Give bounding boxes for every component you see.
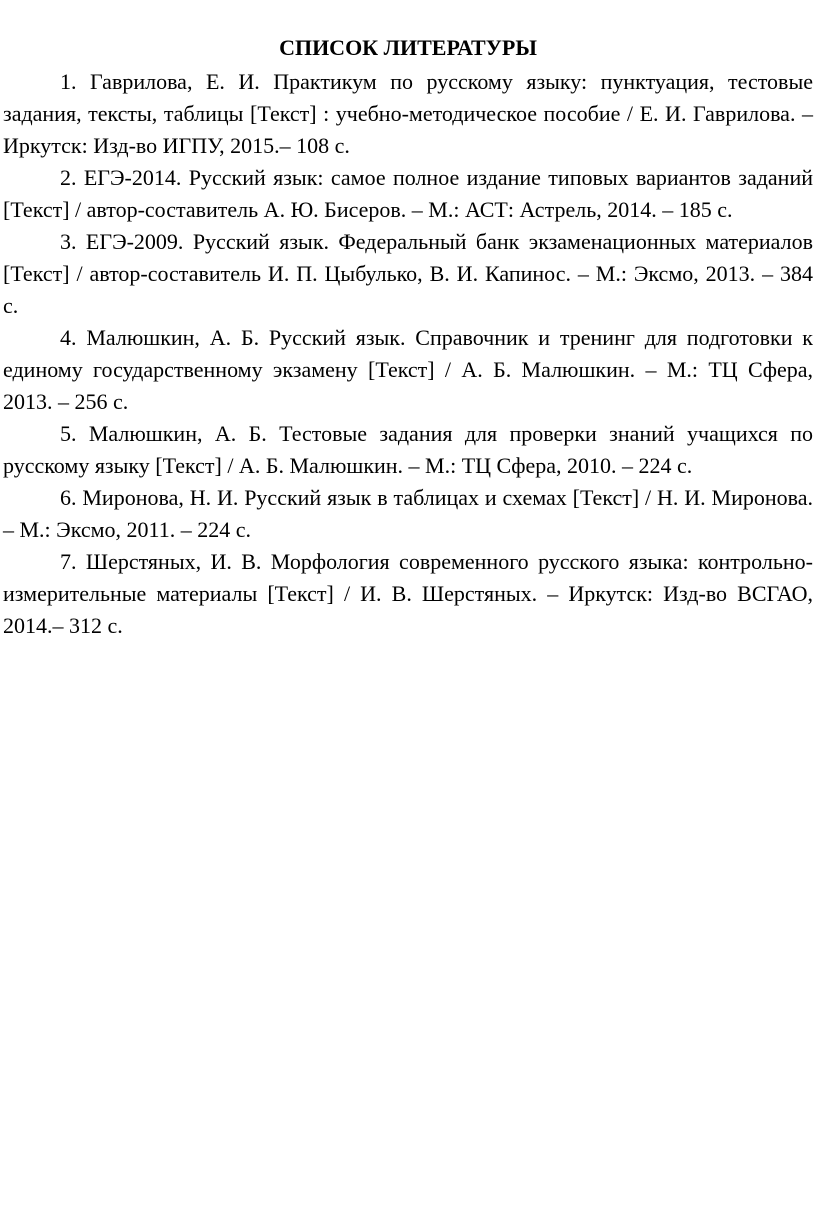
reference-item-5: 5. Малюшкин, А. Б. Тестовые задания для проверки знаний учащихся по русскому языку [Текст] / А. Б. Малюшкин. – М.: ТЦ Сфера, 2010. – 224 с. xyxy=(3,421,813,478)
reference-item-6: 6. Миронова, Н. И. Русский язык в таблицах и схемах [Текст] / Н. И. Миронова. – М.: Эксмо, 2011. – 224 с. xyxy=(3,485,813,542)
document-page xyxy=(0,30,816,642)
reference-item-3: 3. ЕГЭ-2009. Русский язык. Федеральный банк экзаменационных материалов [Текст] / автор-составитель И. П. Цыбулько, В. И. Капинос. – М.: Эксмо, 2013. – 384 с. xyxy=(3,229,813,318)
reference-item-2: 2. ЕГЭ-2014. Русский язык: самое полное издание типовых вариантов заданий [Текст] / автор-составитель А. Ю. Бисеров. – М.: АСТ: Астрель, 2014. – 185 с. xyxy=(3,165,813,222)
reference-item-4: 4. Малюшкин, А. Б. Русский язык. Справочник и тренинг для подготовки к единому государственному экзамену [Текст] / А. Б. Малюшкин. – М.: ТЦ Сфера, 2013. – 256 с. xyxy=(3,325,813,414)
reference-item-7: 7. Шерстяных, И. В. Морфология современного русского языка: контрольно-измерительные материалы [Текст] / И. В. Шерстяных. – Иркутск: Изд-во ВСГАО, 2014.– 312 с. xyxy=(3,549,813,638)
reference-list xyxy=(3,66,813,642)
reference-item-1: 1. Гаврилова, Е. И. Практикум по русскому языку: пунктуация, тестовые задания, тексты, таблицы [Текст] : учебно-методическое пособие / Е. И. Гаврилова. – Иркутск: Изд-во ИГПУ, 2015.– 108 с. xyxy=(3,69,813,158)
page-title: СПИСОК ЛИТЕРАТУРЫ xyxy=(279,35,537,60)
